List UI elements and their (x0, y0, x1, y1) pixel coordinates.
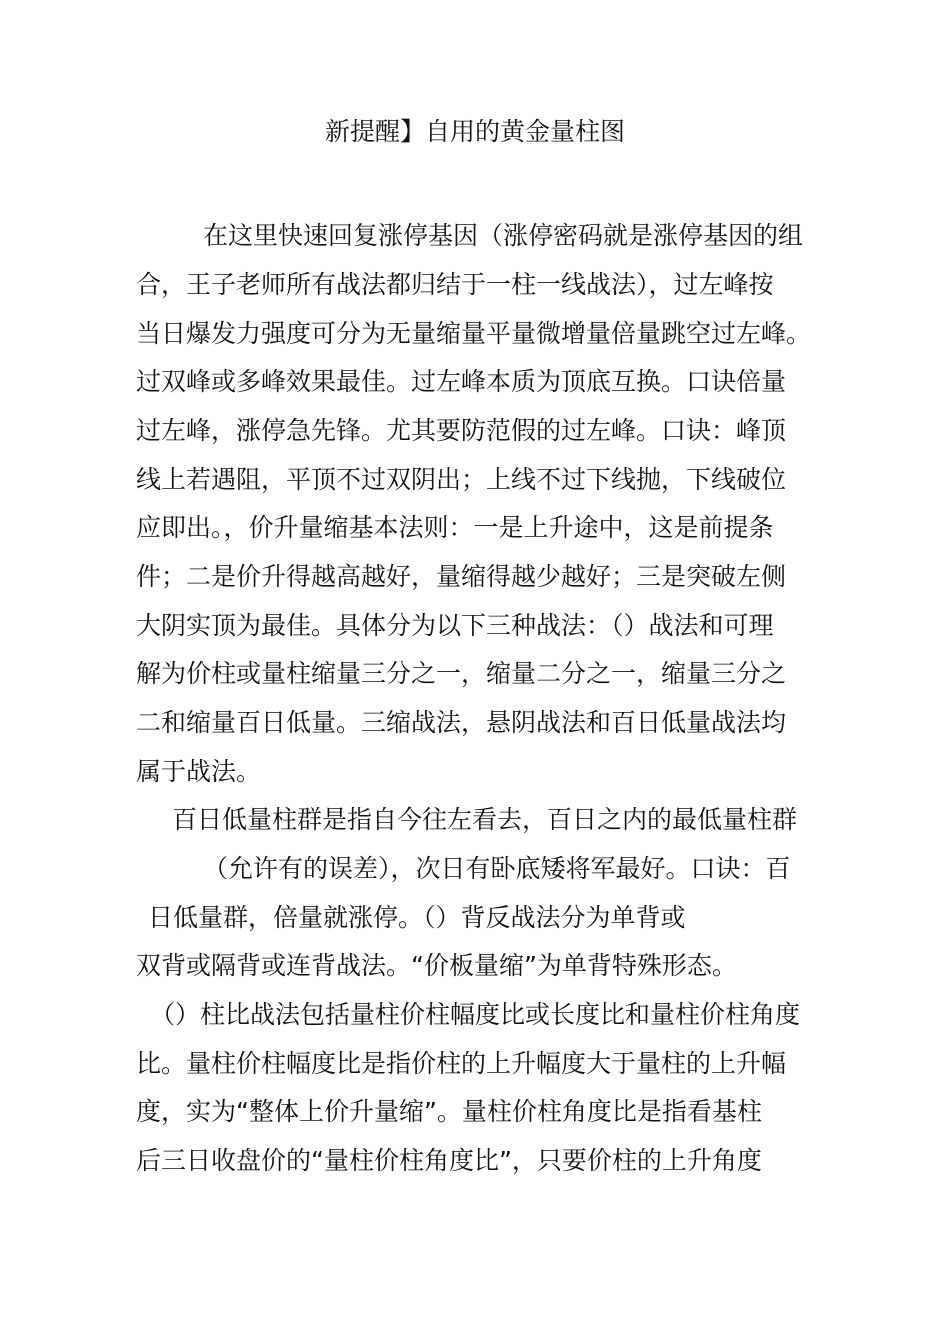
paragraph-line: 解为价柱或量柱缩量三分之一，缩量二分之一，缩量三分之 (136, 659, 787, 688)
paragraph-line: 属于战法。 (136, 757, 262, 786)
paragraph-line: 过左峰，涨停急先锋。尤其要防范假的过左峰。口诀：峰顶 (136, 416, 787, 445)
paragraph-line: 度，实为“整体上价升量缩”。量柱价柱角度比是指看基柱 (136, 1097, 762, 1126)
paragraph-line: （）柱比战法包括量柱价柱幅度比或长度比和量柱价柱角度 (150, 1000, 801, 1029)
paragraph-line: 后三日收盘价的“量柱价柱角度比”，只要价柱的上升角度 (136, 1146, 762, 1175)
paragraph-line: 比。量柱价柱幅度比是指价柱的上升幅度大于量柱的上升幅 (136, 1049, 787, 1078)
paragraph-line: 过双峰或多峰效果最佳。过左峰本质为顶底互换。口诀倍量 (136, 367, 787, 396)
paragraph-line: 当日爆发力强度可分为无量缩量平量微增量倍量跳空过左峰。 (136, 319, 812, 348)
paragraph-line: 应即出。，价升量缩基本法则：一是上升途中，这是前提条 (136, 513, 774, 542)
paragraph-line: 在这里快速回复涨停基因（涨停密码就是涨停基因的组 (203, 221, 804, 250)
paragraph-line: 大阴实顶为最佳。具体分为以下三种战法：（）战法和可理 (136, 611, 774, 640)
paragraph-line: （允许有的误差），次日有卧底矮将军最好。口诀：百 (203, 854, 791, 883)
paragraph-line: 双背或隔背或连背战法。“价板量缩”为单背特殊形态。 (136, 951, 737, 980)
paragraph-line: 百日低量柱群是指自今往左看去，百日之内的最低量柱群 (172, 805, 798, 834)
document-title: 新提醒】自用的黄金量柱图 (324, 117, 625, 146)
paragraph-line: 件；二是价升得越高越好，量缩得越少越好；三是突破左侧 (136, 562, 787, 591)
paragraph-line: 日低量群，倍量就涨停。（）背反战法分为单背或 (148, 903, 686, 932)
paragraph-line: 线上若遇阻，平顶不过双阴出；上线不过下线抛，下线破位 (136, 465, 787, 494)
paragraph-line: 合，王子老师所有战法都归结于一柱一线战法），过左峰按 (136, 270, 774, 299)
paragraph-line: 二和缩量百日低量。三缩战法，悬阴战法和百日低量战法均 (136, 708, 787, 737)
